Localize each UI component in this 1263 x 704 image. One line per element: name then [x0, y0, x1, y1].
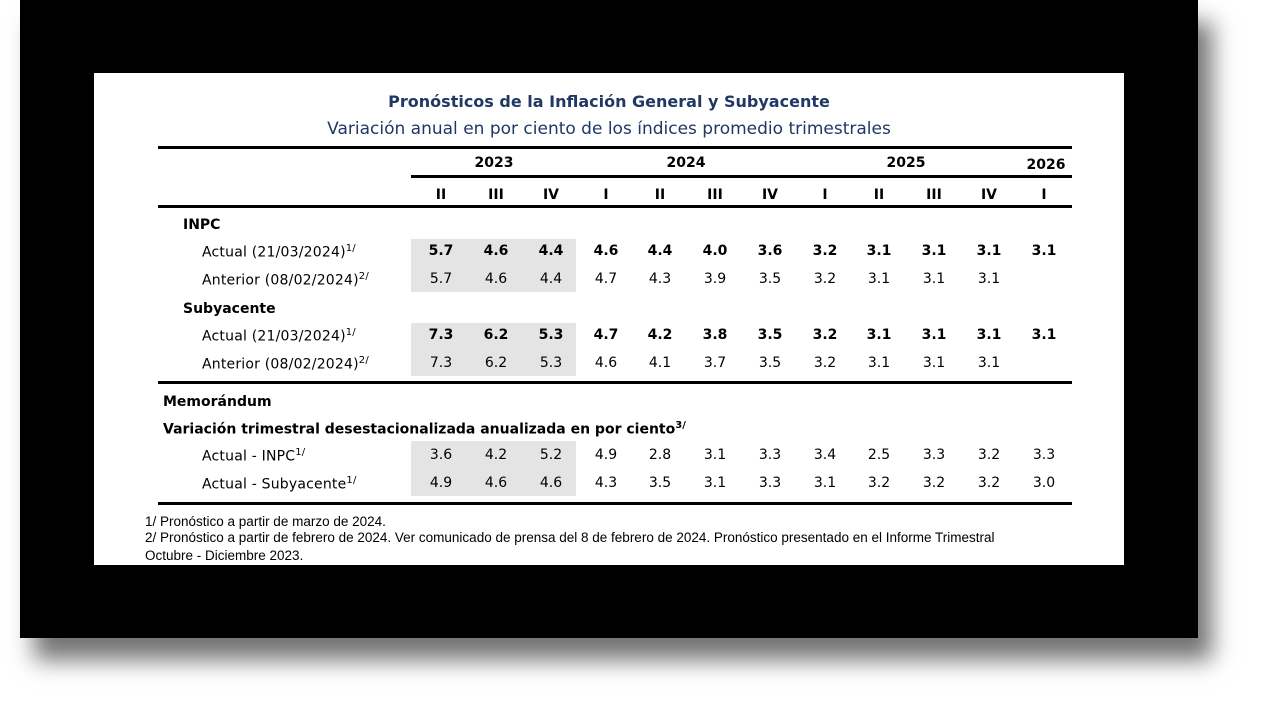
row-label-sub-anterior: Anterior $(08/02/2024)^{2/}$: [202, 355, 369, 373]
cell-inpc-actual: 3.1: [921, 243, 947, 259]
cell-sub-anterior: 3.2: [813, 355, 837, 371]
quarter-label: IV: [761, 187, 779, 203]
rule-quarters: [158, 205, 1072, 208]
cell-memo-sub: 3.1: [813, 475, 837, 491]
table-subtitle: Variación anual en por ciento de los índices promedio trimestrales: [327, 119, 891, 139]
cell-sub-anterior: 3.1: [922, 355, 946, 371]
cell-inpc-actual: 4.6: [593, 243, 619, 259]
cell-inpc-actual: 3.1: [1031, 243, 1057, 259]
cell-inpc-actual: 4.0: [702, 243, 728, 259]
quarter-label: III: [488, 187, 504, 203]
cell-inpc-anterior: 3.1: [922, 271, 946, 287]
rule-bottom: [158, 502, 1072, 505]
cell-inpc-anterior: 5.7: [429, 271, 453, 287]
year-2023: 2023: [474, 155, 514, 171]
footnote-1: 1/ Pronóstico a partir de marzo de 2024.: [145, 514, 386, 529]
cell-memo-inpc: 2.5: [867, 447, 891, 463]
cell-inpc-actual: 4.4: [647, 243, 673, 259]
cell-inpc-anterior: 3.1: [867, 271, 891, 287]
quarter-label: II: [654, 187, 666, 203]
forecast-table-card: [94, 73, 1124, 565]
cell-inpc-anterior: 4.7: [594, 271, 618, 287]
cell-sub-actual: 3.5: [757, 327, 783, 343]
cell-inpc-actual: 4.4: [538, 243, 564, 259]
cell-memo-inpc: 2.8: [648, 447, 672, 463]
cell-memo-sub: 3.1: [703, 475, 727, 491]
quarter-label: IV: [980, 187, 998, 203]
cell-sub-actual: 6.2: [483, 327, 509, 343]
cell-memo-sub: 3.5: [648, 475, 672, 491]
cell-sub-actual: 3.1: [921, 327, 947, 343]
cell-sub-actual: 4.2: [647, 327, 673, 343]
table-title: Pronósticos de la Inflación General y Subyacente: [388, 92, 830, 111]
row-label-inpc-anterior: Anterior $(08/02/2024)^{2/}$: [202, 271, 369, 289]
cell-inpc-anterior: 3.9: [703, 271, 727, 287]
cell-memo-inpc: 3.4: [813, 447, 837, 463]
cell-memo-sub: 4.3: [594, 475, 618, 491]
cell-memo-inpc: 3.3: [922, 447, 946, 463]
cell-inpc-anterior: 4.4: [539, 271, 563, 287]
cell-sub-actual: 3.1: [976, 327, 1002, 343]
cell-sub-anterior: 4.1: [648, 355, 672, 371]
cell-inpc-anterior: 4.6: [484, 271, 508, 287]
cell-memo-inpc: 4.2: [484, 447, 508, 463]
cell-memo-inpc: 3.1: [703, 447, 727, 463]
year-2026: 2026: [1026, 157, 1066, 173]
cell-inpc-actual: 3.2: [812, 243, 838, 259]
cell-inpc-actual: 4.6: [483, 243, 509, 259]
cell-sub-anterior: 7.3: [429, 355, 453, 371]
row-label-sub-actual: Actual $(21/03/2024)^{1/}$: [202, 327, 356, 345]
cell-sub-anterior: 3.1: [867, 355, 891, 371]
rule-top: [158, 146, 1072, 149]
cell-memo-sub: 4.6: [539, 475, 563, 491]
year-2024: 2024: [666, 155, 706, 171]
cell-sub-anterior: 3.7: [703, 355, 727, 371]
row-label-memo-sub: Actual - Subyacente$^{1/}$: [202, 475, 357, 493]
cell-sub-anterior: 6.2: [484, 355, 508, 371]
section-memo-subtitle: Variación trimestral desestacionalizada anualizada en por ciento$^{3/}$: [163, 420, 686, 438]
cell-sub-anterior: 4.6: [594, 355, 618, 371]
section-inpc: INPC: [183, 217, 221, 233]
cell-inpc-actual: 3.1: [976, 243, 1002, 259]
cell-sub-actual: 3.2: [812, 327, 838, 343]
quarter-label: II: [873, 187, 885, 203]
cell-memo-inpc: 3.3: [1032, 447, 1056, 463]
cell-memo-inpc: 5.2: [539, 447, 563, 463]
cell-sub-anterior: 3.5: [758, 355, 782, 371]
quarter-label: I: [603, 187, 609, 203]
rule-years: [411, 175, 1072, 178]
year-2025: 2025: [886, 155, 926, 171]
quarter-label: III: [926, 187, 942, 203]
cell-inpc-actual: 5.7: [428, 243, 454, 259]
footnote-2: 2/ Pronóstico a partir de febrero de 2024. Ver comunicado de prensa del 8 de febrero de 2024. Pronóstico presentado en el Informe Trimestral: [145, 530, 995, 545]
cell-inpc-anterior: 4.3: [648, 271, 672, 287]
cell-inpc-anterior: 3.5: [758, 271, 782, 287]
cell-inpc-anterior: 3.2: [813, 271, 837, 287]
cell-memo-sub: 4.9: [429, 475, 453, 491]
footnote-2-continued: Octubre - Diciembre 2023.: [145, 548, 304, 563]
cell-sub-actual: 7.3: [428, 327, 454, 343]
section-memorandum: Memorándum: [163, 394, 272, 410]
quarter-label: I: [822, 187, 828, 203]
cell-sub-actual: 4.7: [593, 327, 619, 343]
row-label-memo-inpc: Actual - $INPC^{1/}$: [202, 447, 306, 465]
rule-section: [158, 381, 1072, 384]
quarter-label: IV: [542, 187, 560, 203]
cell-memo-inpc: 3.3: [758, 447, 782, 463]
cell-memo-inpc: 3.2: [977, 447, 1001, 463]
cell-memo-inpc: 3.6: [429, 447, 453, 463]
cell-sub-actual: 3.1: [1031, 327, 1057, 343]
section-subyacente: Subyacente: [183, 301, 276, 317]
cell-memo-sub: 3.0: [1032, 475, 1056, 491]
cell-memo-inpc: 4.9: [594, 447, 618, 463]
quarter-label: I: [1041, 187, 1047, 203]
cell-memo-sub: 4.6: [484, 475, 508, 491]
cell-sub-actual: 5.3: [538, 327, 564, 343]
row-label-inpc-actual: Actual $(21/03/2024)^{1/}$: [202, 243, 356, 261]
cell-sub-anterior: 3.1: [977, 355, 1001, 371]
cell-sub-actual: 3.8: [702, 327, 728, 343]
cell-inpc-actual: 3.1: [866, 243, 892, 259]
cell-inpc-anterior: 3.1: [977, 271, 1001, 287]
quarter-label: II: [435, 187, 447, 203]
quarter-label: III: [707, 187, 723, 203]
cell-memo-sub: 3.2: [922, 475, 946, 491]
cell-sub-actual: 3.1: [866, 327, 892, 343]
cell-memo-sub: 3.2: [867, 475, 891, 491]
cell-sub-anterior: 5.3: [539, 355, 563, 371]
cell-inpc-actual: 3.6: [757, 243, 783, 259]
cell-memo-sub: 3.3: [758, 475, 782, 491]
cell-memo-sub: 3.2: [977, 475, 1001, 491]
